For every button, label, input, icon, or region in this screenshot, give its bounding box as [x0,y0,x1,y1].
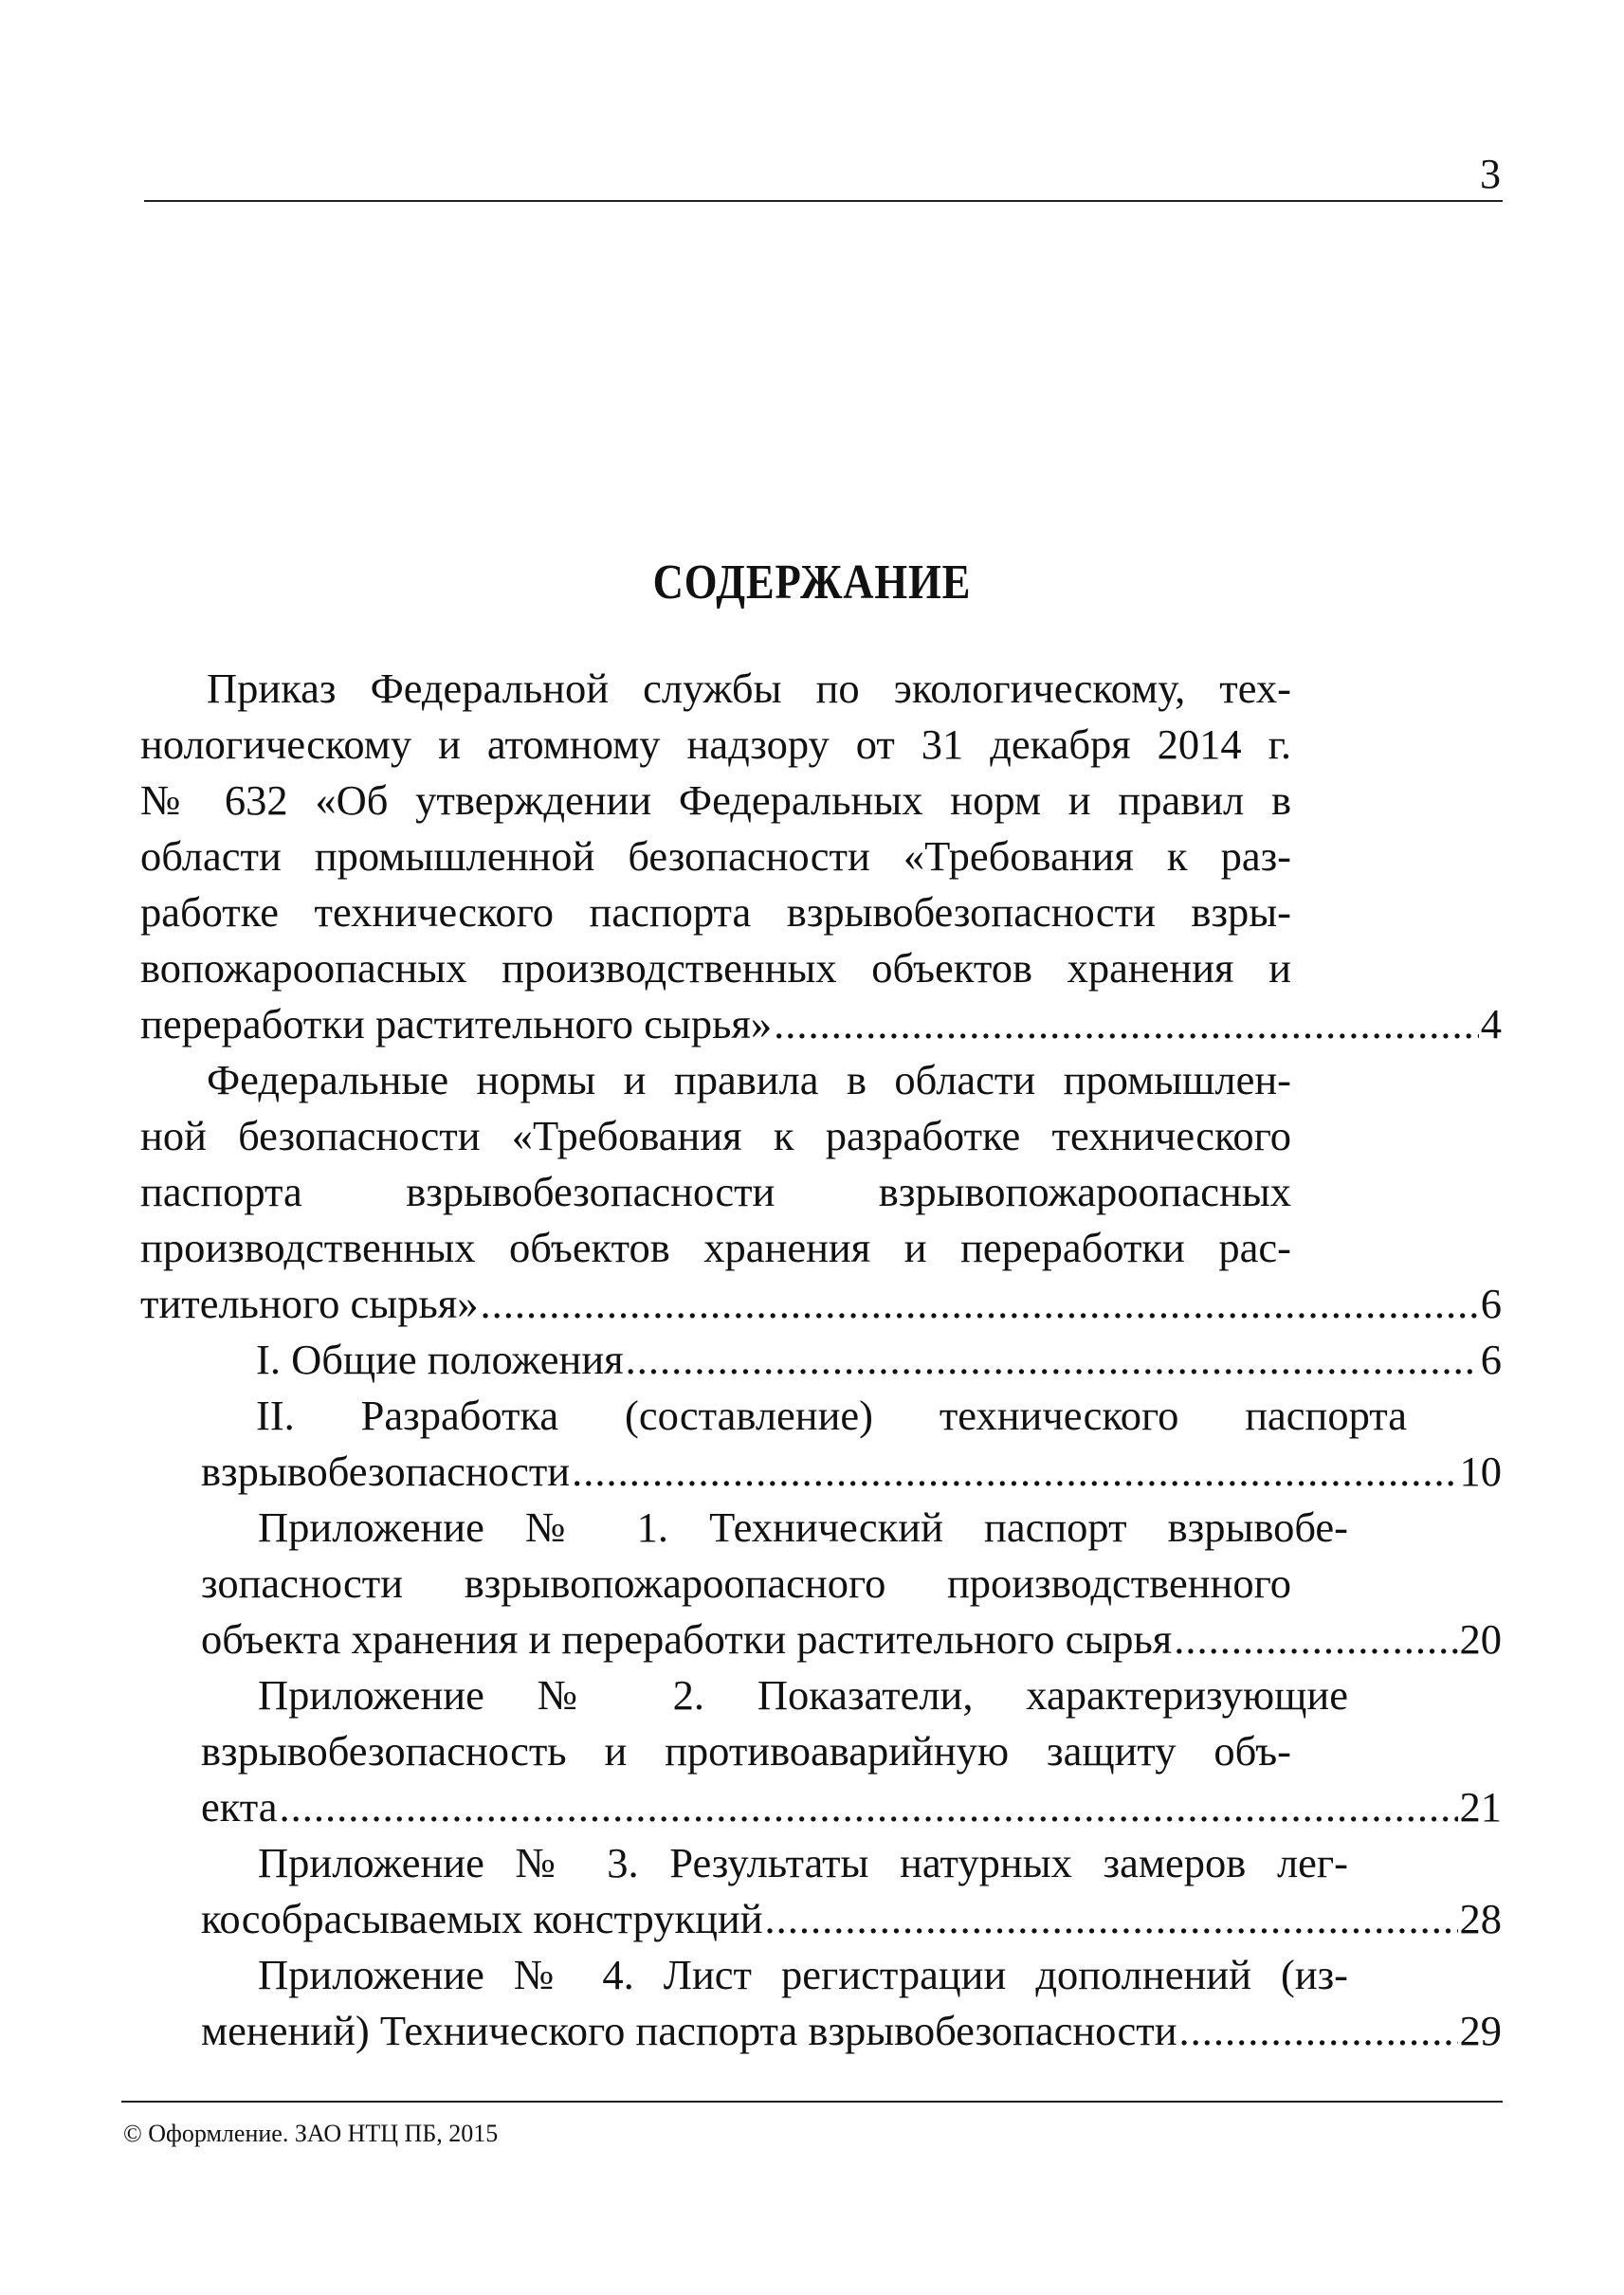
toc-entry-section-1[interactable] [140,1332,1502,1388]
toc-line: взрывобезопасности [201,1448,571,1495]
toc-entry-appendix-1[interactable] [140,1500,1502,1667]
toc-line: Приказ Федеральной службы по экологическому, тех- [207,665,1291,712]
toc-line: переработки растительного сырья» [140,1000,773,1047]
toc-page-number: 6 [1480,1280,1502,1327]
toc-leader-line [201,1891,1502,1947]
toc-line: ной безопасности «Требования к разработке технического [140,1112,1291,1159]
toc-entry-order[interactable] [140,661,1502,1052]
dot-leader [774,996,1479,1052]
toc-entry-appendix-3[interactable] [140,1835,1502,1947]
toc-entry-federal-norms[interactable] [140,1052,1502,1332]
toc-line: Приложение № 4. Лист регистрации дополнений (из- [258,1951,1348,1998]
dot-leader [480,1276,1478,1332]
toc-line: менений) Технического паспорта взрывобезопасности [201,2007,1177,2054]
dot-leader [765,1891,1458,1947]
toc-entry-section-2[interactable] [140,1388,1502,1500]
toc-line: нологическому и атомному надзору от 31 декабря 2014 г. [140,720,1291,768]
toc-page-number: 20 [1459,1615,1502,1663]
toc-line: области промышленной безопасности «Требования к раз- [140,832,1291,880]
toc-line: объекта хранения и переработки растительного сырья [201,1615,1173,1663]
toc-line: зопасности взрывопожароопасного производственного [201,1559,1291,1607]
page-title: СОДЕРЖАНИЕ [652,556,972,610]
dot-leader [572,1444,1457,1500]
toc-line: Приложение № 1. Технический паспорт взрывобе- [258,1503,1348,1551]
dot-leader [1174,1612,1457,1667]
toc-page-number: 29 [1459,2007,1502,2054]
toc-line: Федеральные нормы и правила в области промышлен- [207,1056,1291,1103]
table-of-contents [140,661,1502,2059]
toc-page-number: 21 [1459,1783,1502,1831]
toc-leader-line [140,996,1502,1052]
toc-entry-appendix-2[interactable] [140,1667,1502,1835]
toc-entry-appendix-4[interactable] [140,1947,1502,2059]
dot-leader [1179,2003,1458,2059]
toc-leader-line [140,1332,1502,1388]
toc-leader-line [201,1612,1502,1667]
header-rule [144,200,1503,202]
toc-line: паспорта взрывобезопасности взрывопожароопасных [140,1168,1291,1215]
toc-page-number: 28 [1459,1895,1502,1942]
toc-leader-line [201,1779,1502,1835]
toc-page-number: 10 [1459,1448,1502,1495]
footer-rule [121,2101,1503,2103]
toc-line: взрывобезопасность и противоаварийную защиту объ- [201,1727,1291,1775]
toc-leader-line [140,1444,1502,1500]
dot-leader [280,1779,1458,1835]
toc-line: I. Общие положения [256,1336,624,1383]
toc-line: II. Разработка (составление) технического паспорта [256,1392,1407,1439]
toc-leader-line [140,1276,1502,1332]
toc-line: екта [201,1783,278,1831]
toc-line: Приложение № 3. Результаты натурных замеров лег- [258,1839,1348,1886]
toc-line: работке технического паспорта взрывобезопасности взры- [140,888,1291,936]
toc-page-number: 6 [1480,1336,1502,1383]
toc-line: тительного сырья» [140,1280,479,1327]
dot-leader [626,1332,1479,1388]
toc-page-number: 4 [1480,1000,1502,1047]
toc-line: кособрасываемых конструкций [201,1895,763,1942]
toc-line: Приложение № 2. Показатели, характеризующие [258,1671,1348,1719]
toc-line: вопожароопасных производственных объектов хранения и [140,944,1291,992]
page-number: 3 [1480,151,1501,197]
toc-line: № 632 «Об утверждении Федеральных норм и правил в [140,776,1291,824]
toc-leader-line [201,2003,1502,2059]
copyright-notice: © Оформление. ЗАО НТЦ ПБ, 2015 [123,2120,499,2147]
toc-line: производственных объектов хранения и переработки рас- [140,1224,1291,1271]
